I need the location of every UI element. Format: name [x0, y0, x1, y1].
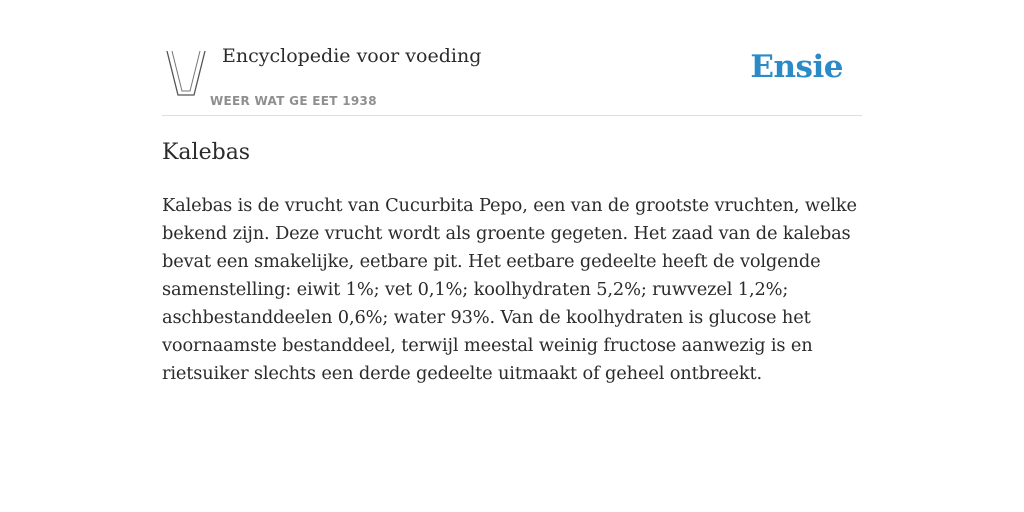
site-subtitle: WEER WAT GE EET 1938: [210, 94, 377, 108]
article-title: Kalebas: [162, 140, 251, 165]
site-title[interactable]: Encyclopedie voor voeding: [222, 45, 482, 67]
v-letter-logo-icon[interactable]: [165, 49, 207, 97]
article-body: Kalebas is de vrucht van Cucurbita Pepo, een van de grootste vruchten, welke bekend zijn. Deze vrucht wordt als groente gegeten. Het zaad van de kalebas bevat een smakelijke, eetbare pit. Het eetbare gedeelte heeft de volgende samenstelling: eiwit 1%; vet 0,1%; koolhydraten 5,2%; ruwvezel 1,2%; aschbestanddeelen 0,6%; water 93%. Van de koolhydraten is glucose het voornaamste bestanddeel, terwijl meestal weinig fructose aanwezig is en rietsuiker slechts een derde gedeelte uitmaakt of geheel ontbreekt.: [162, 195, 857, 384]
ensie-brand-link[interactable]: Ensie: [750, 49, 843, 85]
site-header: [162, 40, 862, 116]
